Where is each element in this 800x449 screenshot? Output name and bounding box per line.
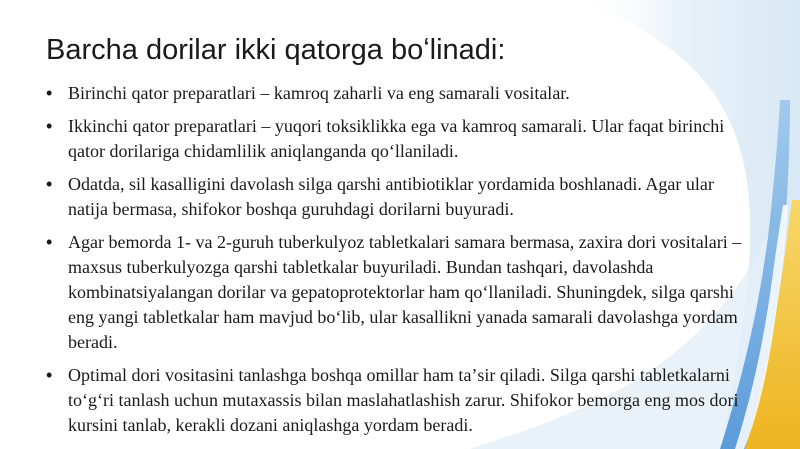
bullet-dot-icon: • (46, 116, 53, 136)
bullet-list (46, 81, 746, 446)
bullet-item (46, 363, 746, 438)
bullet-text: Ikkinchi qator preparatlari – yuqori toksiklikka ega va kamroq samarali. Ular faqat birinchi qator dorilariga chidamlilik aniqlanganda qoʻllaniladi. (68, 116, 725, 161)
bullet-item (46, 230, 746, 355)
bullet-dot-icon: • (46, 174, 53, 194)
bullet-text: Optimal dori vositasini tanlashga boshqa omillar ham taʼsir qiladi. Silga qarshi tabletkalarni toʻgʻri tanlash uchun mutaxassis bilan maslahatlashish zarur. Shifokor bemorga eng mos dori kursini tanlab, kerakli dozani aniqlashga yordam beradi. (68, 365, 739, 435)
bullet-dot-icon: • (46, 365, 53, 385)
bullet-text: Birinchi qator preparatlari – kamroq zaharli va eng samarali vositalar. (68, 83, 570, 103)
bullet-text: Agar bemorda 1- va 2-guruh tuberkulyoz tabletkalari samara bermasa, zaxira dori vositalari – maxsus tuberkulyozga qarshi tabletkalar buyuriladi. Bundan tashqari, davolashda kombinatsiyalangan dorilar va gepatoprotektorlar ham qoʻllaniladi. Shuningdek, silga qarshi eng yangi tabletkalar ham mavjud boʻlib, ular kasallikni yanada samarali davolashga yordam beradi. (68, 232, 742, 352)
bullet-dot-icon: • (46, 232, 53, 252)
bullet-dot-icon: • (46, 83, 53, 103)
bullet-item (46, 172, 746, 222)
bullet-text: Odatda, sil kasalligini davolash silga qarshi antibiotiklar yordamida boshlanadi. Agar ular natija bermasa, shifokor boshqa guruhdagi dorilarni buyuradi. (68, 174, 714, 219)
bullet-item (46, 114, 746, 164)
bullet-item (46, 81, 746, 106)
slide-title: Barcha dorilar ikki qatorga boʻlinadi: (46, 34, 506, 66)
